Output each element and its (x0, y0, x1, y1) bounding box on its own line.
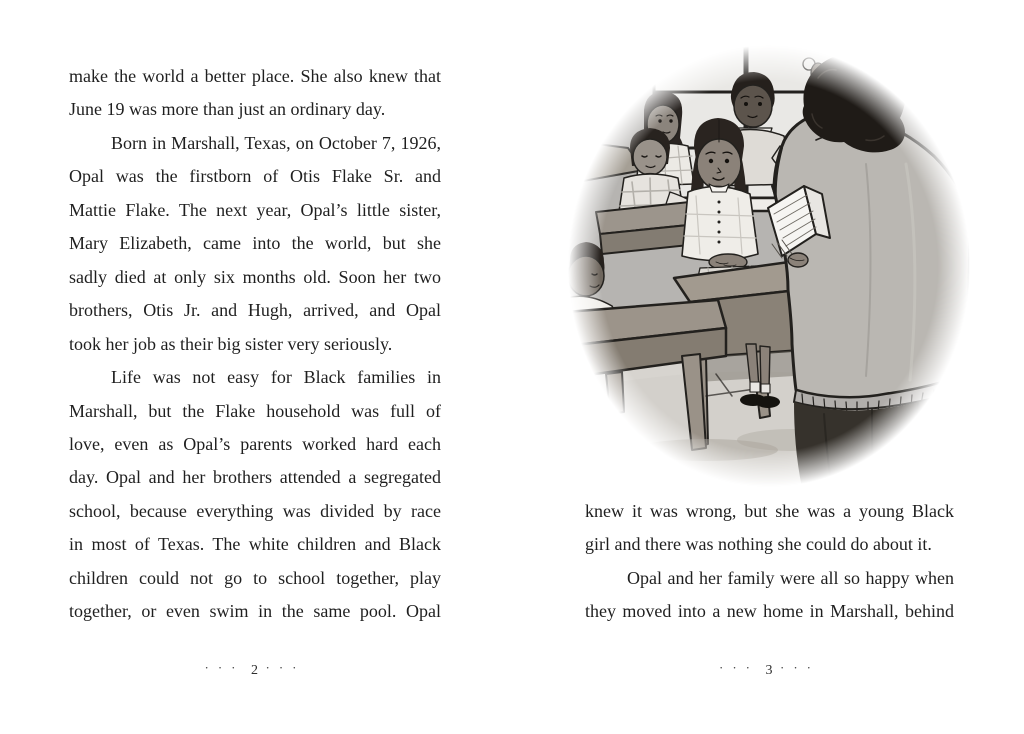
text-line: day. Opal and her brothers attended a segregated (69, 467, 441, 488)
folio-dots: ··· (265, 660, 306, 675)
text-line: school, because everything was divided by race (69, 500, 441, 521)
classroom-illustration (566, 44, 972, 488)
body-text-left (69, 60, 441, 629)
text-line: knew it was wrong, but she was a young Black (585, 501, 954, 521)
folio-number: 3 (765, 663, 774, 678)
text-line: make the world a better place. She also knew that (69, 66, 441, 86)
text-line: children could not go to school together, play (69, 567, 441, 588)
text-line: brothers, Otis Jr. and Hugh, arrived, and Opal (69, 300, 441, 321)
text-line: Marshall, but the Flake household was full of (69, 400, 441, 421)
text-line: Born in Marshall, Texas, on October 7, 1926, (111, 132, 441, 153)
body-text-right (585, 495, 954, 629)
text-line: Mary Elizabeth, came into the world, but she (69, 233, 441, 254)
text-line: they moved into a new home in Marshall, behind (585, 601, 954, 622)
folio-dots: ··· (204, 660, 245, 675)
text-line: took her job as their big sister very seriously. (69, 333, 393, 354)
folio-dots: ··· (780, 660, 820, 675)
folio-dots: ··· (719, 660, 759, 675)
page-number-right (585, 662, 954, 684)
text-line: Opal was the firstborn of Otis Flake Sr. and (69, 166, 441, 187)
text-line: June 19 was more than just an ordinary day. (69, 99, 386, 120)
page-number-left (69, 662, 441, 684)
text-line: together, or even swim in the same pool. Opal (69, 601, 441, 622)
text-line: Mattie Flake. The next year, Opal’s little sister, (69, 199, 441, 220)
text-line: in most of Texas. The white children and Black (69, 534, 441, 555)
text-line: sadly died at only six months old. Soon her two (69, 266, 441, 287)
text-line: girl and there was nothing she could do about it. (585, 534, 932, 555)
folio-number: 2 (251, 663, 259, 678)
text-line: Life was not easy for Black families in (111, 367, 441, 388)
text-line: love, even as Opal’s parents worked hard each (69, 433, 441, 454)
text-line: Opal and her family were all so happy when (627, 567, 954, 588)
